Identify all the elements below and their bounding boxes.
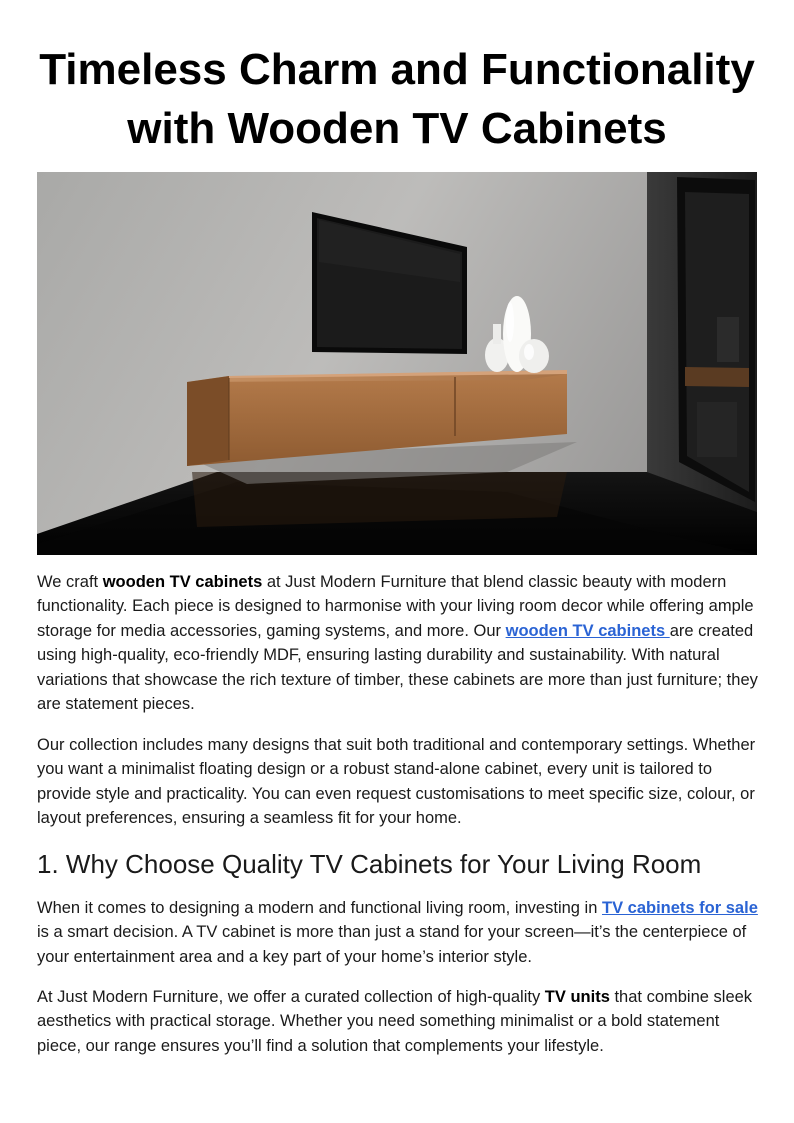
curated-text-2: that combine sleek aesthetics with practical storage. Whether you need something minimalist or a bold statement piece, our range ensures you’ll find a solution that complements your lifestyle. [37, 988, 753, 1055]
tv-cabinet-photo [37, 172, 757, 555]
why-text-2: is a smart decision. A TV cabinet is more than just a stand for your screen—it’s the centerpiece of your entertainment area and a key part of your home’s interior style. [37, 923, 747, 966]
wooden-tv-cabinets-link[interactable]: wooden TV cabinets [505, 621, 670, 640]
why-choose-paragraph-2 [37, 985, 759, 1058]
intro-bold-wooden-tv-cabinets: wooden TV cabinets [102, 573, 263, 591]
intro-text-3: are created using high-quality, eco-friendly MDF, ensuring lasting durability and sustainability. With natural variations that showcase the rich texture of timber, these cabinets are more than just furniture; they are statement pieces. [37, 621, 758, 714]
intro-paragraph [37, 570, 759, 716]
tv-cabinets-for-sale-link[interactable]: TV cabinets for sale [601, 899, 758, 917]
collection-text: Our collection includes many designs that suit both traditional and contemporary settings. Whether you want a minimalist floating design or a robust stand-alone cabinet, every unit is tailored to provide style and practicality. You can even request customisations to meet specific size, colour, or layout preferences, ensuring a seamless fit for your home. [37, 736, 756, 828]
section-heading-why-choose: 1. Why Choose Quality TV Cabinets for Your Living Room [37, 849, 702, 879]
curated-text-1: At Just Modern Furniture, we offer a curated collection of high-quality [37, 988, 545, 1006]
page-title: Timeless Charm and Functionality with Wooden TV Cabinets [39, 45, 755, 153]
intro-text-2: at Just Modern Furniture that blend classic beauty with modern functionality. Each piece is designed to harmonise with your living room decor while offering ample storage for media accessories, gaming systems, and more. Our [37, 573, 754, 640]
why-choose-paragraph-1 [37, 896, 759, 969]
why-text-1: When it comes to designing a modern and functional living room, investing in [37, 899, 602, 917]
tv-cabinet-illustration [37, 172, 757, 555]
collection-paragraph [37, 733, 759, 831]
curated-bold-tv-units: TV units [544, 988, 610, 1006]
intro-text-1: We craft [37, 573, 103, 591]
